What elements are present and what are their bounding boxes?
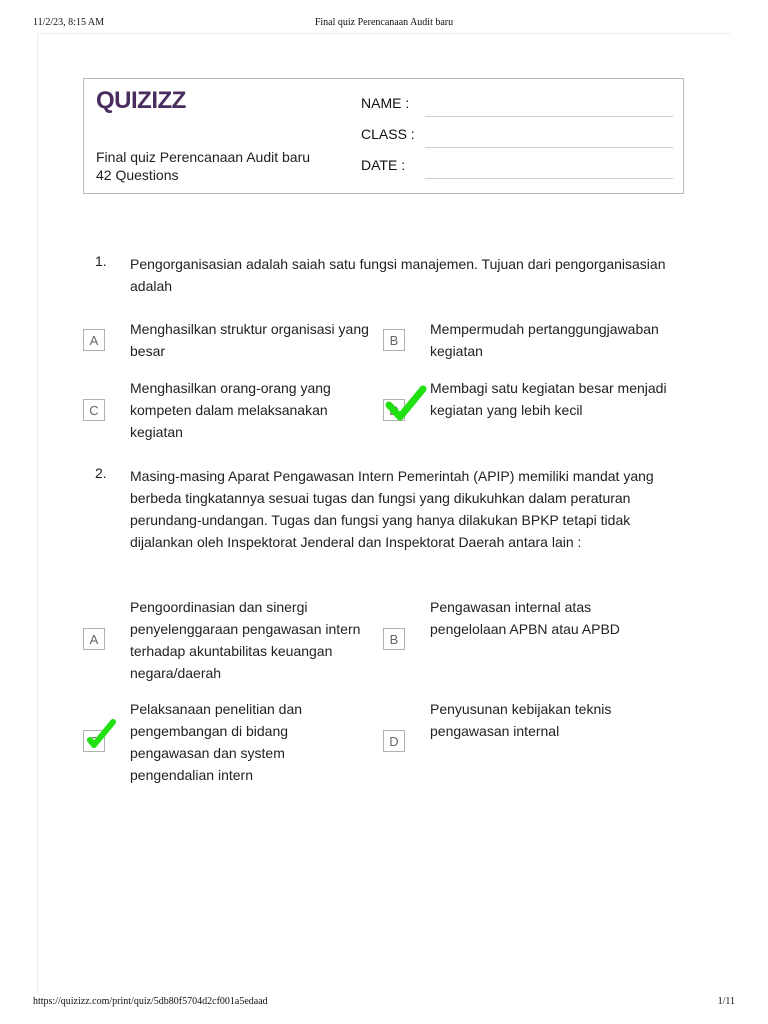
question-number: 2. [95, 465, 107, 481]
option-text: Penyusunan kebijakan teknis pengawasan internal [430, 701, 612, 739]
date-field[interactable] [361, 155, 673, 179]
page-border-left [37, 33, 38, 993]
print-title: Final quiz Perencanaan Audit baru [314, 17, 454, 28]
option-letter: C [83, 399, 105, 421]
question-text: Pengorganisasian adalah saiah satu fungsi manajemen. Tujuan dari pengorganisasian adalah [130, 256, 666, 294]
print-date: 11/2/23, 8:15 AM [33, 17, 105, 28]
quizizz-logo: QUIZIZZ [96, 87, 186, 114]
name-label: NAME : [361, 95, 410, 111]
option-letter: B [383, 329, 405, 351]
question-number: 1. [95, 253, 107, 269]
option-text: Menghasilkan orang-orang yang kompeten dalam melaksanakan kegiatan [130, 380, 331, 440]
option-text: Menghasilkan struktur organisasi yang besar [130, 321, 369, 359]
class-line [425, 147, 673, 148]
date-label: DATE : [361, 157, 406, 173]
quiz-header-box [83, 78, 684, 194]
name-line [425, 116, 673, 117]
option-text: Mempermudah pertanggungjawaban kegiatan [430, 321, 659, 359]
option-text: Pelaksanaan penelitian dan pengembangan di bidang pengawasan dan system pengendalian intern [130, 701, 303, 783]
quiz-title: Final quiz Perencanaan Audit baru [96, 149, 311, 165]
name-field[interactable] [361, 93, 673, 117]
option-letter: A [83, 329, 105, 351]
option-letter: D [383, 399, 405, 421]
option-letter: C [83, 730, 105, 752]
check-mark-icon [385, 385, 427, 423]
option-text: Pengawasan internal atas pengelolaan APBN atau APBD [430, 599, 620, 637]
class-label: CLASS : [361, 126, 415, 142]
check-mark-icon [85, 716, 119, 750]
option-letter: B [383, 628, 405, 650]
print-header [0, 0, 768, 34]
question-count: 42 Questions [96, 167, 179, 183]
question-text: Masing-masing Aparat Pengawasan Intern Pemerintah (APIP) memiliki mandat yang berbeda tingkatannya sesuai tugas dan fungsi yang dikukuhkan dalam peraturan perundang-undangan. Tugas dan fungsi yang hanya dilakukan BPKP tetapi tidak dijalankan oleh Inspektorat Jenderal dan Inspektorat Daerah antara lain : [130, 468, 654, 550]
print-page-number: 1/11 [717, 996, 735, 1007]
option-text: Membagi satu kegiatan besar menjadi kegiatan yang lebih kecil [430, 380, 667, 418]
option-text: Pengoordinasian dan sinergi penyelenggaraan pengawasan intern terhadap akuntabilitas keuangan negara/daerah [130, 599, 361, 681]
class-field[interactable] [361, 124, 673, 148]
page-border-top [38, 33, 730, 34]
print-url: https://quizizz.com/print/quiz/5db80f5704d2cf001a5edaad [33, 996, 268, 1007]
option-letter: D [383, 730, 405, 752]
option-letter: A [83, 628, 105, 650]
date-line [425, 178, 673, 179]
